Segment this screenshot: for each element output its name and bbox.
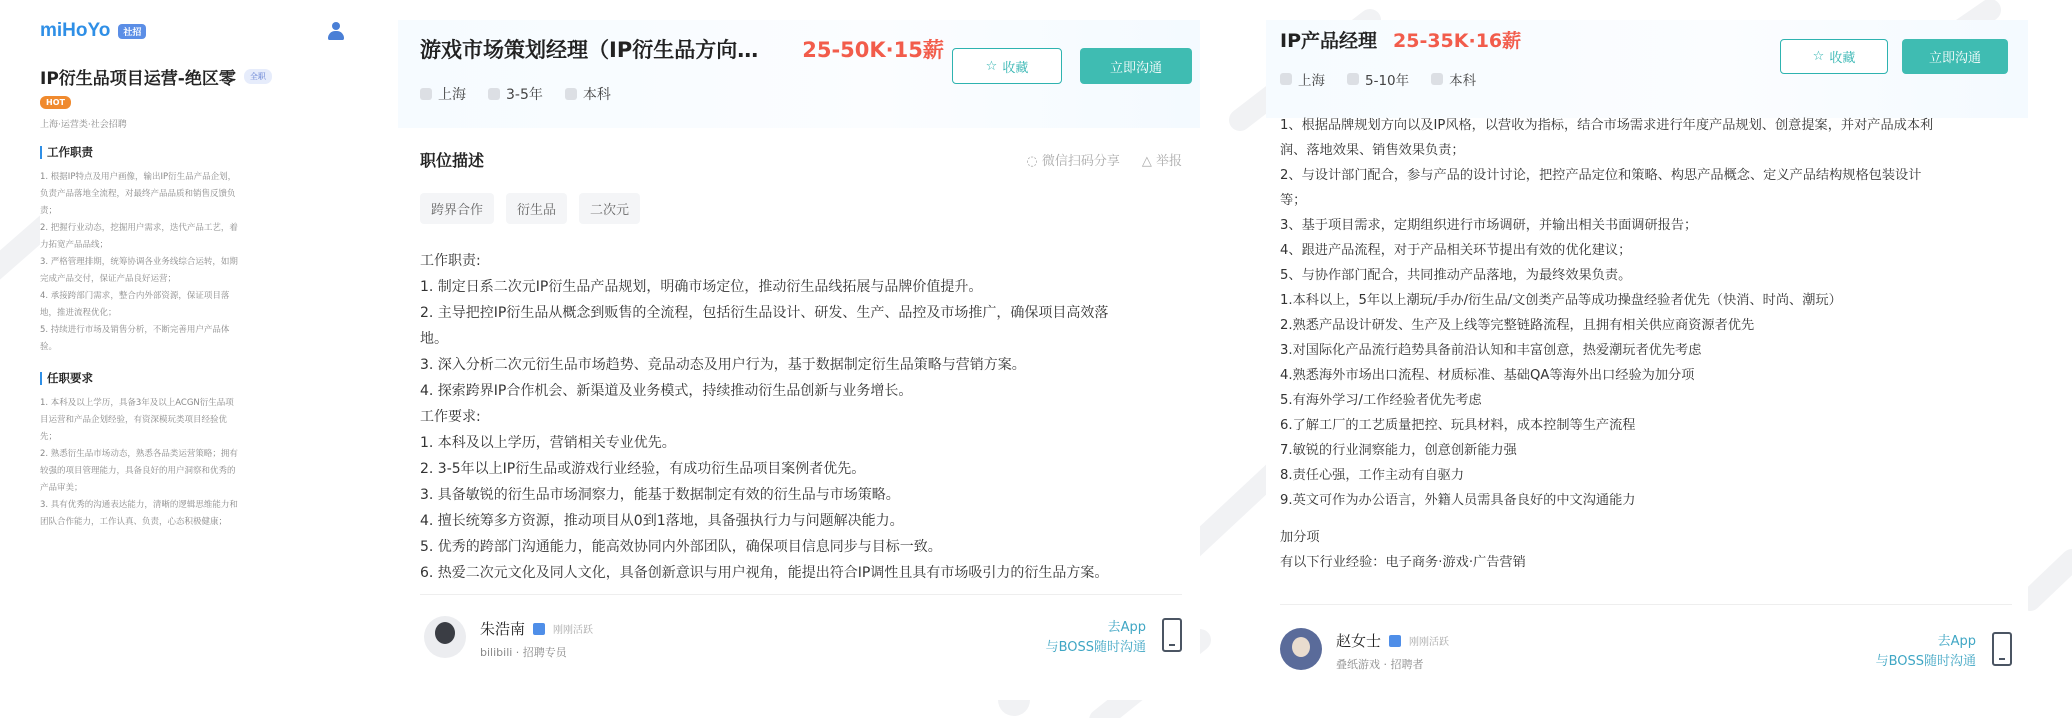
desc-line: 3.对国际化产品流行趋势具备前沿认知和丰富创意，热爱潮玩者优先考虑 — [1280, 343, 1702, 358]
papergames-job-card — [1266, 20, 2028, 700]
req-line: 2. 熟悉衍生品市场动态，熟悉各品类运营策略；拥有 — [40, 449, 238, 459]
desc-line: 4. 擅长统筹多方资源，推动项目从0到1落地，具备强执行力与问题解决能力。 — [420, 513, 904, 529]
recruiter-avatar[interactable] — [1280, 628, 1322, 670]
salary: 25-50K·15薪 — [802, 38, 944, 62]
desc-line: 2、与设计部门配合，参与产品的设计讨论，把控产品定位和策略、构思产品概念、定义产品结构规格包装设计 — [1280, 168, 1922, 183]
job-type-tag: 全职 — [244, 69, 272, 84]
go-app-line2: 与BOSS随时沟通 — [1875, 654, 1976, 669]
chat-now-button[interactable]: 立即沟通 — [1902, 39, 2008, 74]
requirements-list — [40, 395, 346, 531]
job-title: IP产品经理 — [1280, 30, 1377, 52]
education-attr — [565, 84, 611, 104]
duties-list — [40, 169, 346, 356]
req-line: 团队合作能力，工作认真、负责，心态积极健康； — [40, 517, 228, 527]
mihoyo-logo[interactable] — [40, 20, 146, 42]
req-line: 产品审美； — [40, 483, 83, 493]
description-title: 职位描述 — [420, 151, 485, 170]
duty-line: 5. 持续进行市场及销售分析，不断完善用户产品体 — [40, 325, 230, 335]
recruiter-name: 赵女士 — [1336, 632, 1382, 650]
top-bar — [40, 14, 346, 48]
duty-line: 完成产品交付，保证产品良好运营； — [40, 274, 177, 284]
desc-line: 6.了解工厂的工艺质量把控、玩具材料，成本控制等生产流程 — [1280, 418, 1636, 433]
experience-text: 3-5年 — [506, 87, 543, 103]
desc-line — [1280, 513, 2014, 525]
go-app-link[interactable] — [1046, 618, 1146, 658]
desc-line: 2. 主导把控IP衍生品从概念到贩售的全流程，包括衍生品设计、研发、生产、品控及市场推广，确保项目高效落 — [420, 305, 1109, 321]
req-line: 目运营和产品企划经验，有资深模玩类项目经验优 — [40, 415, 228, 425]
desc-line: 7.敏锐的行业洞察能力，创意创新能力强 — [1280, 443, 1517, 458]
job-attributes — [420, 84, 1182, 104]
location-icon — [420, 88, 432, 100]
favorite-label: 收藏 — [1829, 51, 1856, 66]
desc-line: 1、根据品牌规划方向以及IP风格，以营收为指标，结合市场需求进行年度产品规划、创意提案，并对产品成本利 — [1280, 118, 1934, 133]
req-line: 3. 具有优秀的沟通表达能力，清晰的逻辑思维能力和 — [40, 500, 238, 510]
desc-line: 2. 3-5年以上IP衍生品或游戏行业经验，有成功衍生品项目案例者优先。 — [420, 461, 866, 477]
recruiter-name: 朱浩南 — [480, 620, 526, 638]
duty-line: 力拓宽产品品线； — [40, 240, 109, 250]
job-title: IP衍生品项目运营-绝区零 — [40, 69, 236, 89]
salary: 25-35K·16薪 — [1393, 30, 1522, 52]
graduation-cap-icon — [565, 88, 577, 100]
education-text: 本科 — [1449, 73, 1477, 89]
desc-line: 2.熟悉产品设计研发、生产及上线等完整链路流程，且拥有相关供应商资源者优先 — [1280, 318, 1755, 333]
desc-line: 3. 具备敏锐的衍生品市场洞察力，能基于数据制定有效的衍生品与市场策略。 — [420, 487, 900, 503]
location-text: 上海 — [438, 87, 466, 103]
online-status: 刚刚活跃 — [1409, 637, 1450, 648]
duty-line: 4. 承接跨部门需求，整合内外部资源，保证项目落 — [40, 291, 230, 301]
go-app-line2: 与BOSS随时沟通 — [1045, 640, 1146, 655]
user-icon[interactable] — [326, 21, 346, 41]
recruiter-footer — [424, 616, 1182, 676]
desc-line: 3、基于项目需求，定期组织进行市场调研，并输出相关书面调研报告； — [1280, 218, 1698, 233]
desc-line: 9.英文可作为办公语言，外籍人员需具备良好的中文沟通能力 — [1280, 493, 1636, 508]
job-attributes — [1280, 69, 2010, 89]
recruiter-name-row — [1336, 630, 1449, 651]
desc-line: 1. 本科及以上学历，营销相关专业优先。 — [420, 435, 676, 451]
logo-text: miHoYo — [40, 20, 111, 41]
favorite-button[interactable] — [1780, 39, 1888, 74]
education-attr — [1431, 69, 1476, 89]
duty-line: 地，推进流程优化； — [40, 308, 117, 318]
skill-tag: 跨界合作 — [420, 193, 494, 224]
location-attr — [1280, 69, 1325, 89]
desc-line: 5.有海外学习/工作经验者优先考虑 — [1280, 393, 1482, 408]
desc-line: 润、落地效果、销售效果负责； — [1280, 143, 1465, 158]
req-line: 1. 本科及以上学历，具备3年及以上ACGN衍生品项 — [40, 398, 234, 408]
recruiter-footer — [1280, 628, 2012, 688]
divider — [420, 594, 1182, 595]
title-line — [1280, 26, 2010, 53]
description-actions — [1026, 150, 1182, 169]
desc-line: 8.责任心强，工作主动有自驱力 — [1280, 468, 1465, 483]
location-icon — [1280, 73, 1292, 85]
report-label: 举报 — [1155, 154, 1182, 169]
recruiter-company: 叠纸游戏 · 招聘者 — [1336, 658, 1424, 671]
desc-line: 3. 深入分析二次元衍生品市场趋势、竞品动态及用户行为，基于数据制定衍生品策略与营销方案。 — [420, 357, 1026, 373]
desc-line: 1. 制定日系二次元IP衍生品产品规划，明确市场定位，推动衍生品线拓展与品牌价值提升。 — [420, 279, 983, 295]
location-attr — [420, 84, 466, 104]
experience-attr — [488, 84, 543, 104]
experience-attr — [1347, 69, 1409, 89]
bilibili-job-card — [398, 20, 1200, 700]
skill-tag: 二次元 — [579, 193, 640, 224]
divider — [1280, 604, 2012, 605]
job-title: 游戏市场策划经理（IP衍生品方向… — [420, 38, 759, 62]
req-line: 先； — [40, 432, 58, 442]
experience-text: 5-10年 — [1365, 73, 1410, 89]
education-text: 本科 — [582, 87, 611, 103]
star-icon: ☆ — [985, 58, 998, 74]
job-meta: 上海·运营类·社会招聘 — [40, 120, 127, 130]
req-line: 较强的项目管理能力，具备良好的用户洞察和优秀的 — [40, 466, 236, 476]
duty-line: 1. 根据IP特点及用户画像，输出IP衍生品产品企划， — [40, 172, 237, 182]
duty-line: 责； — [40, 206, 58, 216]
location-text: 上海 — [1298, 73, 1325, 89]
phone-icon[interactable] — [1992, 632, 2012, 666]
favorite-label: 收藏 — [1002, 60, 1029, 76]
online-status: 刚刚活跃 — [553, 625, 594, 636]
favorite-button[interactable] — [952, 48, 1062, 84]
skill-tag: 衍生品 — [506, 193, 567, 224]
desc-line: 5、与协作部门配合，共同推动产品落地，为最终效果负责。 — [1280, 268, 1632, 283]
job-description-body — [1280, 113, 2014, 570]
star-icon: ☆ — [1812, 49, 1825, 64]
graduation-cap-icon — [1431, 73, 1443, 85]
verified-icon — [1389, 635, 1401, 647]
logo-badge: 社招 — [118, 24, 146, 39]
desc-line: 4. 探索跨界IP合作机会、新渠道及业务模式，持续推动衍生品创新与业务增长。 — [420, 383, 913, 399]
duties-heading: 工作职责 — [40, 146, 346, 159]
recruiter-company: bilibili · 招聘专员 — [480, 646, 567, 659]
go-app-line1: 去App — [1107, 620, 1146, 635]
phone-icon[interactable] — [1162, 618, 1182, 652]
report-link[interactable]: △ 举报 — [1141, 154, 1182, 169]
mihoyo-job-detail-panel — [40, 14, 346, 624]
duty-line: 负责产品落地全流程，对最终产品品质和销售反馈负 — [40, 189, 236, 199]
job-header — [398, 20, 1200, 128]
verified-icon — [533, 623, 545, 635]
desc-line: 等； — [1280, 193, 1307, 208]
go-app-link[interactable] — [1876, 632, 1976, 672]
chat-now-button[interactable]: 立即沟通 — [1080, 48, 1192, 84]
wechat-share-label: 微信扫码分享 — [1041, 154, 1120, 169]
go-app-line1: 去App — [1937, 634, 1976, 649]
duty-line: 验。 — [40, 342, 58, 352]
title-line — [420, 34, 1182, 64]
wechat-share-link[interactable]: ◌ 微信扫码分享 — [1026, 154, 1120, 169]
desc-line: 4、跟进产品流程，对于产品相关环节提出有效的优化建议； — [1280, 243, 1632, 258]
hot-badge: HOT — [40, 96, 71, 109]
recruiter-avatar[interactable] — [424, 616, 466, 658]
desc-line: 工作要求: — [420, 409, 481, 425]
skill-tags — [420, 193, 1200, 224]
desc-line: 工作职责: — [420, 253, 481, 269]
job-title-row — [40, 64, 346, 89]
desc-line: 5. 优秀的跨部门沟通能力，能高效协同内外部团队，确保项目信息同步与目标一致。 — [420, 539, 942, 555]
briefcase-icon — [488, 88, 500, 100]
desc-line: 地。 — [420, 331, 448, 347]
duty-line: 3. 严格管理排期，统筹协调各业务线综合运转，如期 — [40, 257, 238, 267]
requirements-heading: 任职要求 — [40, 372, 346, 385]
briefcase-icon — [1347, 73, 1359, 85]
job-header — [1266, 20, 2028, 118]
bonus-line: 有以下行业经验：电子商务·游戏·广告营销 — [1280, 555, 1526, 570]
duty-line: 2. 把握行业动态，挖掘用户需求，迭代产品工艺，着 — [40, 223, 238, 233]
recruiter-name-row — [480, 618, 593, 639]
bonus-heading: 加分项 — [1280, 530, 1320, 545]
description-header — [398, 148, 1200, 171]
desc-line: 1.本科以上，5年以上潮玩/手办/衍生品/文创类产品等成功操盘经验者优先（快消、时尚、潮玩） — [1280, 293, 1842, 308]
desc-line: 4.熟悉海外市场出口流程、材质标准、基础QA等海外出口经验为加分项 — [1280, 368, 1695, 383]
desc-line: 6. 热爱二次元文化及同人文化，具备创新意识与用户视角，能提出符合IP调性且具有市场吸引力的衍生品方案。 — [420, 565, 1109, 581]
job-description-body — [420, 248, 1180, 586]
